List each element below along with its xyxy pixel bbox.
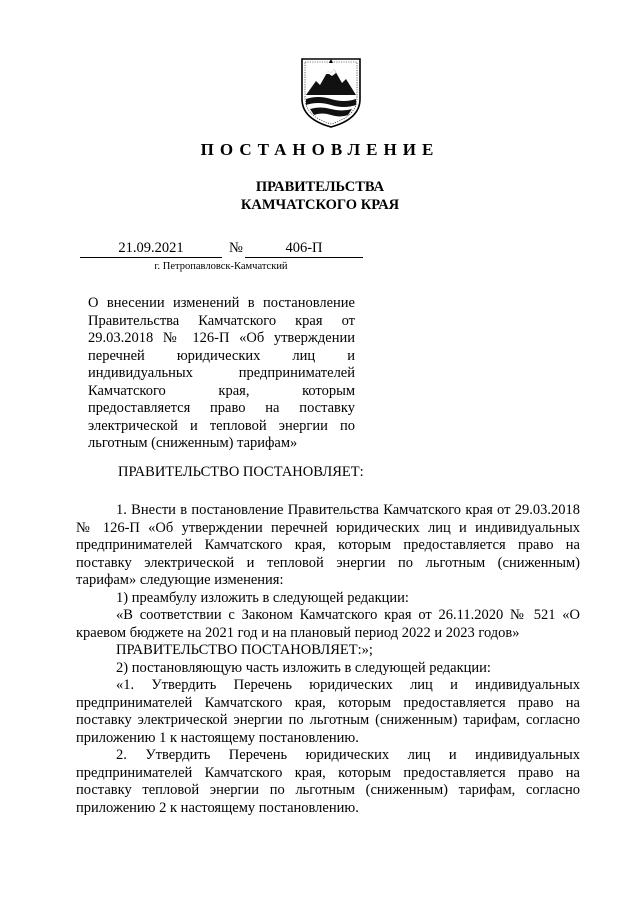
document-subject: О внесении изменений в постановление Правительства Камчатского края от 29.03.2018 № 126-П «Об утверждении перечней юридических лиц и индивидуальных предпринимателей Камчатского края, которым предоставляется право на поставку электрической и тепловой энергии по льготным (сниженным) тарифам» xyxy=(88,295,355,451)
paragraph: ПРАВИТЕЛЬСТВО ПОСТАНОВЛЯЕТ:»; xyxy=(116,642,373,658)
document-body xyxy=(76,502,580,817)
paragraph: «В соответствии с Законом Камчатского края от 26.11.2020 № 521 «О краевом бюджете на 2021 год и на плановый период 2022 и 2023 годов» xyxy=(76,607,580,641)
document-number: 406-П xyxy=(245,240,363,258)
paragraph: 1. Внести в постановление Правительства Камчатского края от 29.03.2018 № 126-П «Об утверждении перечней юридических лиц и индивидуальных предпринимателей Камчатского края, которым предоставляется право на поставку электрической и тепловой энергии по льготным (сниженным) тарифам» следующие изменения: xyxy=(76,502,580,588)
document-city: г. Петропавловск-Камчатский xyxy=(154,261,288,272)
document-title: ПОСТАНОВЛЕНИЕ xyxy=(200,140,440,159)
decree-heading: ПРАВИТЕЛЬСТВО ПОСТАНОВЛЯЕТ: xyxy=(118,464,364,480)
paragraph: 1) преамбулу изложить в следующей редакции: xyxy=(116,589,409,606)
paragraph: 2) постановляющую часть изложить в следующей редакции: xyxy=(116,659,491,676)
document-date: 21.09.2021 xyxy=(80,240,222,258)
number-sign: № xyxy=(229,240,243,256)
paragraph: «1. Утвердить Перечень юридических лиц и индивидуальных предпринимателей Камчатского края, которым предоставляется право на поставку электрической энергии по льготным (сниженным) тарифам, согласно приложению 1 к настоящему постановлению. xyxy=(76,677,580,746)
kamchatka-coat-of-arms-icon xyxy=(296,55,366,129)
issuer-line-1: ПРАВИТЕЛЬСТВА xyxy=(255,179,385,195)
paragraph: 2. Утвердить Перечень юридических лиц и индивидуальных предпринимателей Камчатского края, которым предоставляется право на поставку тепловой энергии по льготным (сниженным) тарифам, согласно приложению 2 к настоящему постановлению. xyxy=(76,747,580,816)
issuer-line-2: КАМЧАТСКОГО КРАЯ xyxy=(240,197,400,213)
